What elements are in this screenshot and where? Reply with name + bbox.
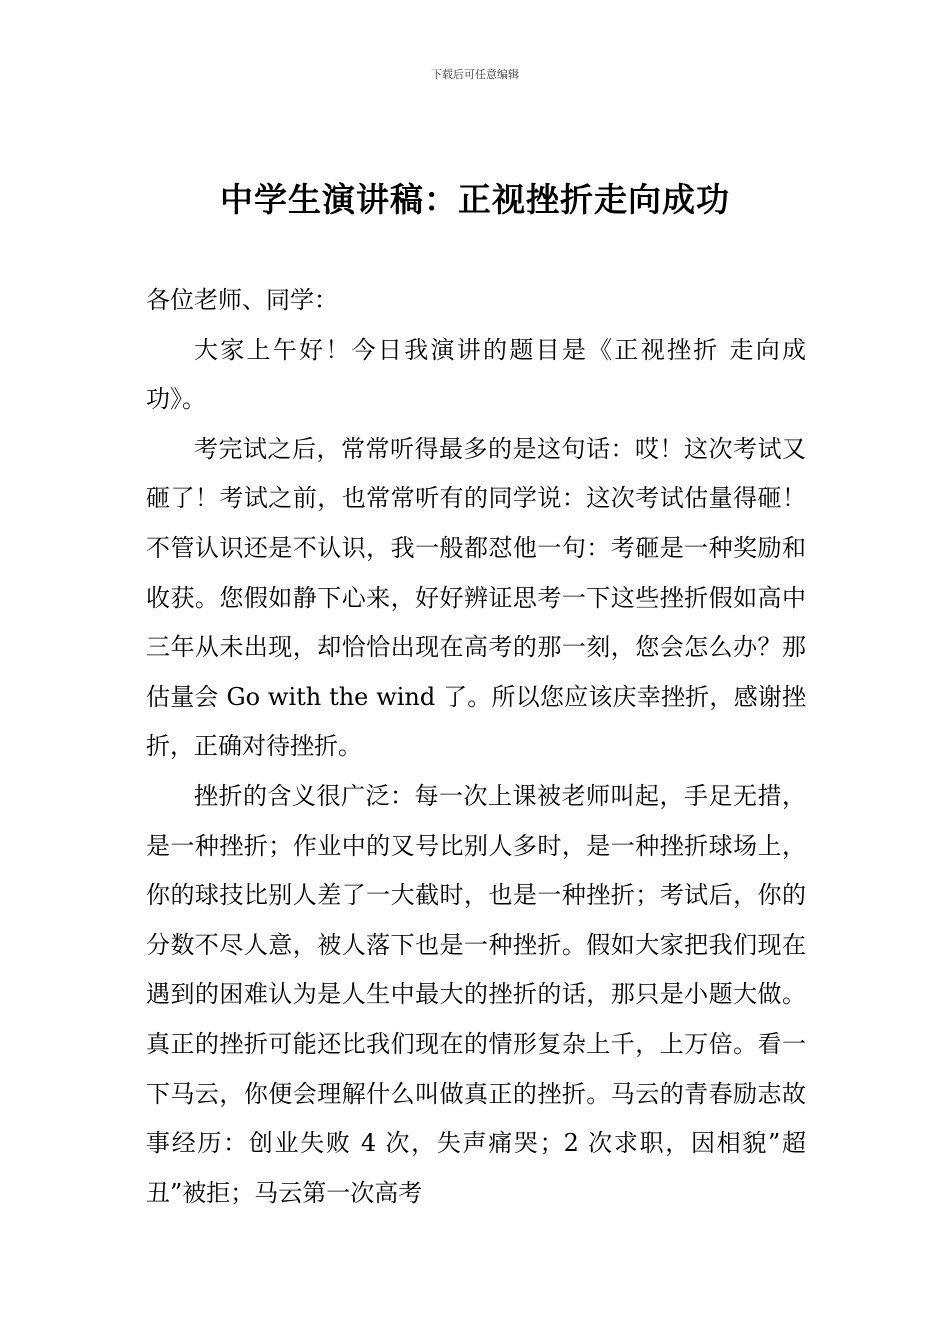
paragraph-greeting: 大家上午好！今日我演讲的题目是《正视挫折 走向成功》。 <box>146 335 806 414</box>
paragraph-frustration: 挫折的含义很广泛：每一次上课被老师叫起，手足无措，是一种挫折；作业中的叉号比别人多时，是一种挫折球场上，你的球技比别人差了一大截时，也是一种挫折；考试后，你的分数不尽人意，被人落下也是一种挫折。假如大家把我们现在遇到的困难认为是人生中最大的挫折的话，那只是小题大做。真正的挫折可能还比我们现在的情形复杂上千，上万倍。看一下马云，你便会理解什么叫做真正的挫折。马云的青春励志故事经历：创业失败 4 次，失声痛哭；2 次求职，因相貌”超丑”被拒；马云第一次高考 <box>146 781 806 1207</box>
header-note: 下载后可任意编辑 <box>431 68 519 81</box>
document-title: 中学生演讲稿：正视挫折走向成功 <box>220 180 730 219</box>
salutation: 各位老师、同学： <box>146 286 338 314</box>
document-body <box>146 276 806 1218</box>
paragraph-exam: 考完试之后，常常听得最多的是这句话：哎！这次考试又砸了！考试之前，也常常听有的同学说：这次考试估量得砸！不管认识还是不认识，我一般都怼他一句：考砸是一种奖励和收获。您假如静下心来，好好辨证思考一下这些挫折假如高中三年从未出现，却恰恰出现在高考的那一刻，您会怎么办？那估量会 Go with the wind 了。所以您应该庆幸挫折，感谢挫折，正确对待挫折。 <box>146 434 806 761</box>
